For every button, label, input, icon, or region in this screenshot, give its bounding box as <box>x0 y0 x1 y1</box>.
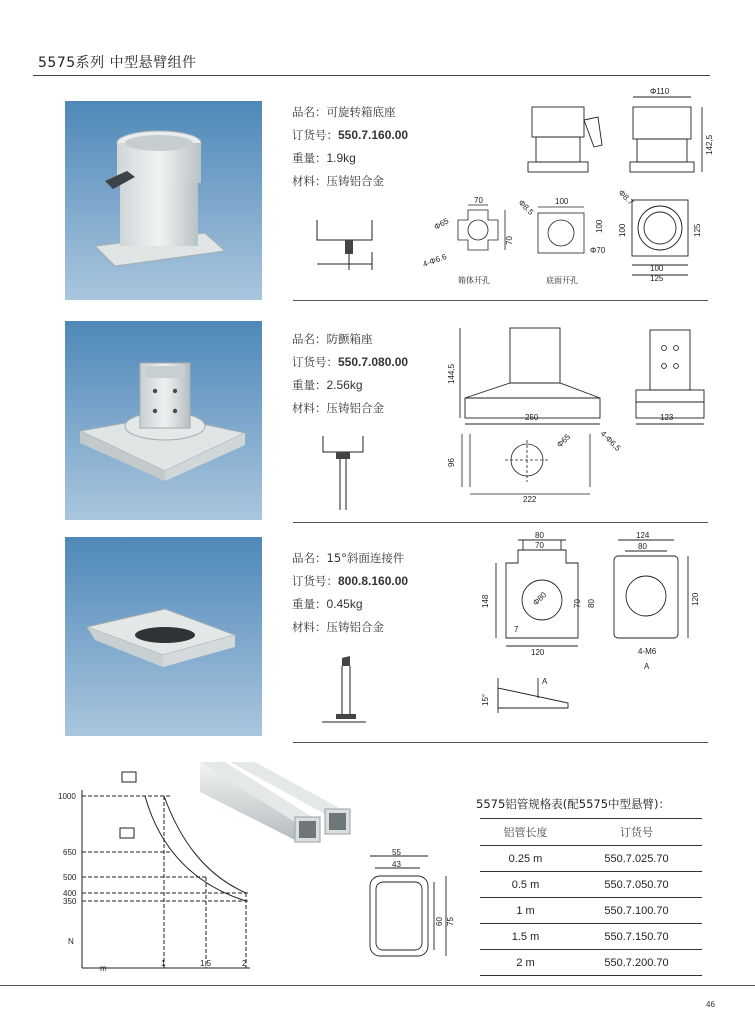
column-header: 铝管长度 <box>480 819 571 846</box>
product-photo-anti-vibration-base <box>65 321 262 520</box>
svg-text:Φ70: Φ70 <box>590 246 606 255</box>
svg-text:55: 55 <box>392 848 401 857</box>
tube-table-title: 5575铝管规格表(配5575中型悬臂)： <box>476 797 671 811</box>
section-divider-1 <box>293 300 708 301</box>
svg-text:4-Φ6.6: 4-Φ6.6 <box>421 251 448 269</box>
product-name: 15°斜面连接件 <box>326 551 405 565</box>
svg-text:96: 96 <box>447 458 456 467</box>
svg-text:80: 80 <box>535 531 544 540</box>
column-header: 订货号 <box>571 819 702 846</box>
order-number: 800.8.160.00 <box>338 574 409 588</box>
y-tick: 650 <box>63 848 77 857</box>
svg-text:Φ65: Φ65 <box>555 432 573 450</box>
svg-text:70: 70 <box>474 196 483 205</box>
svg-text:A: A <box>542 677 548 686</box>
svg-text:70: 70 <box>505 236 514 245</box>
weight-value: 2.56kg <box>326 378 363 392</box>
weight-value: 0.45kg <box>326 597 363 611</box>
product-spec-1: 品名：可旋转箱底座 订货号：550.7.160.00 重量：1.9kg 材料：压铸铝合金 <box>292 105 409 188</box>
svg-text:124: 124 <box>636 531 650 540</box>
svg-text:80: 80 <box>587 599 596 608</box>
svg-text:Φ110: Φ110 <box>650 87 670 96</box>
material-value: 压铸铝合金 <box>326 174 384 188</box>
y-tick: 500 <box>63 873 77 882</box>
svg-text:4-Φ6,5: 4-Φ6,5 <box>598 429 623 453</box>
product-photo-rotating-base <box>65 101 262 300</box>
svg-text:Φ65: Φ65 <box>432 216 451 232</box>
technical-drawing-3 <box>478 528 708 718</box>
svg-text:Φ8.7: Φ8.7 <box>616 188 636 207</box>
svg-text:4-M6: 4-M6 <box>638 647 657 656</box>
product-photo-15-degree-connector <box>65 537 262 736</box>
page-title: 5575系列 中型悬臂组件 <box>38 55 197 71</box>
tube-profile-drawing <box>358 848 453 970</box>
svg-text:120: 120 <box>691 592 700 606</box>
page-number: 46 <box>706 1000 715 1009</box>
mounting-sketch-3 <box>320 652 370 724</box>
technical-drawing-1 <box>420 85 714 285</box>
x-axis-label: m <box>100 964 107 973</box>
svg-text:100: 100 <box>555 197 569 206</box>
order-number: 550.7.160.00 <box>338 128 409 142</box>
svg-text:60: 60 <box>435 917 444 926</box>
svg-text:125: 125 <box>693 223 702 237</box>
svg-text:70: 70 <box>573 599 582 608</box>
tube-spec-table <box>480 818 702 976</box>
product-spec-2: 品名：防颤箱座 订货号：550.7.080.00 重量：2.56kg 材料：压铸铝合金 <box>292 332 409 415</box>
y-axis-label: N <box>68 937 74 946</box>
svg-text:100: 100 <box>650 264 664 273</box>
svg-text:43: 43 <box>392 860 401 869</box>
section-divider-2 <box>293 522 708 523</box>
table-row: 0.25 m 550.7.025.70 <box>480 846 702 872</box>
material-value: 压铸铝合金 <box>326 401 384 415</box>
product-spec-3: 品名：15°斜面连接件 订货号：800.8.160.00 重量：0.45kg 材料：压铸铝合金 <box>292 551 409 634</box>
svg-text:123: 123 <box>660 413 674 422</box>
order-number: 550.7.080.00 <box>338 355 409 369</box>
product-name: 可旋转箱底座 <box>326 105 396 119</box>
svg-text:75: 75 <box>446 917 455 926</box>
mounting-sketch-1 <box>312 212 382 272</box>
table-row: 2 m 550.7.200.70 <box>480 950 702 976</box>
svg-text:120: 120 <box>531 648 545 657</box>
svg-text:148: 148 <box>481 594 490 608</box>
svg-text:222: 222 <box>523 495 537 504</box>
table-row: 0.5 m 550.7.050.70 <box>480 872 702 898</box>
svg-text:250: 250 <box>525 413 539 422</box>
material-value: 压铸铝合金 <box>326 620 384 634</box>
x-tick: 2 <box>242 959 247 968</box>
svg-text:7: 7 <box>514 625 519 634</box>
svg-text:100: 100 <box>618 223 627 237</box>
svg-text:80: 80 <box>638 542 647 551</box>
technical-drawing-2 <box>440 322 710 507</box>
y-tick: 400 <box>63 889 77 898</box>
footer-divider <box>0 985 755 986</box>
y-tick: 350 <box>63 897 77 906</box>
svg-text:125: 125 <box>650 274 664 283</box>
svg-text:100: 100 <box>595 219 604 233</box>
svg-text:A: A <box>644 662 650 671</box>
header-divider <box>33 75 710 76</box>
aluminum-tube-photo <box>200 762 360 852</box>
weight-value: 1.9kg <box>326 151 356 165</box>
svg-text:Φ80: Φ80 <box>531 590 549 608</box>
product-name: 防颤箱座 <box>326 332 373 346</box>
table-row: 1.5 m 550.7.150.70 <box>480 924 702 950</box>
svg-text:底面开孔: 底面开孔 <box>546 276 578 285</box>
svg-text:142,5: 142,5 <box>705 134 714 155</box>
y-tick: 1000 <box>58 792 76 801</box>
mounting-sketch-2 <box>318 432 368 512</box>
svg-text:144,5: 144,5 <box>447 363 456 384</box>
svg-text:70: 70 <box>535 541 544 550</box>
svg-text:15°: 15° <box>481 693 490 706</box>
x-tick: 1.5 <box>200 959 212 968</box>
svg-text:箱体开孔: 箱体开孔 <box>458 276 490 285</box>
section-divider-3 <box>293 742 708 743</box>
x-tick: 1 <box>161 959 166 968</box>
table-row: 1 m 550.7.100.70 <box>480 898 702 924</box>
svg-text:Φ8.5: Φ8.5 <box>516 198 536 217</box>
